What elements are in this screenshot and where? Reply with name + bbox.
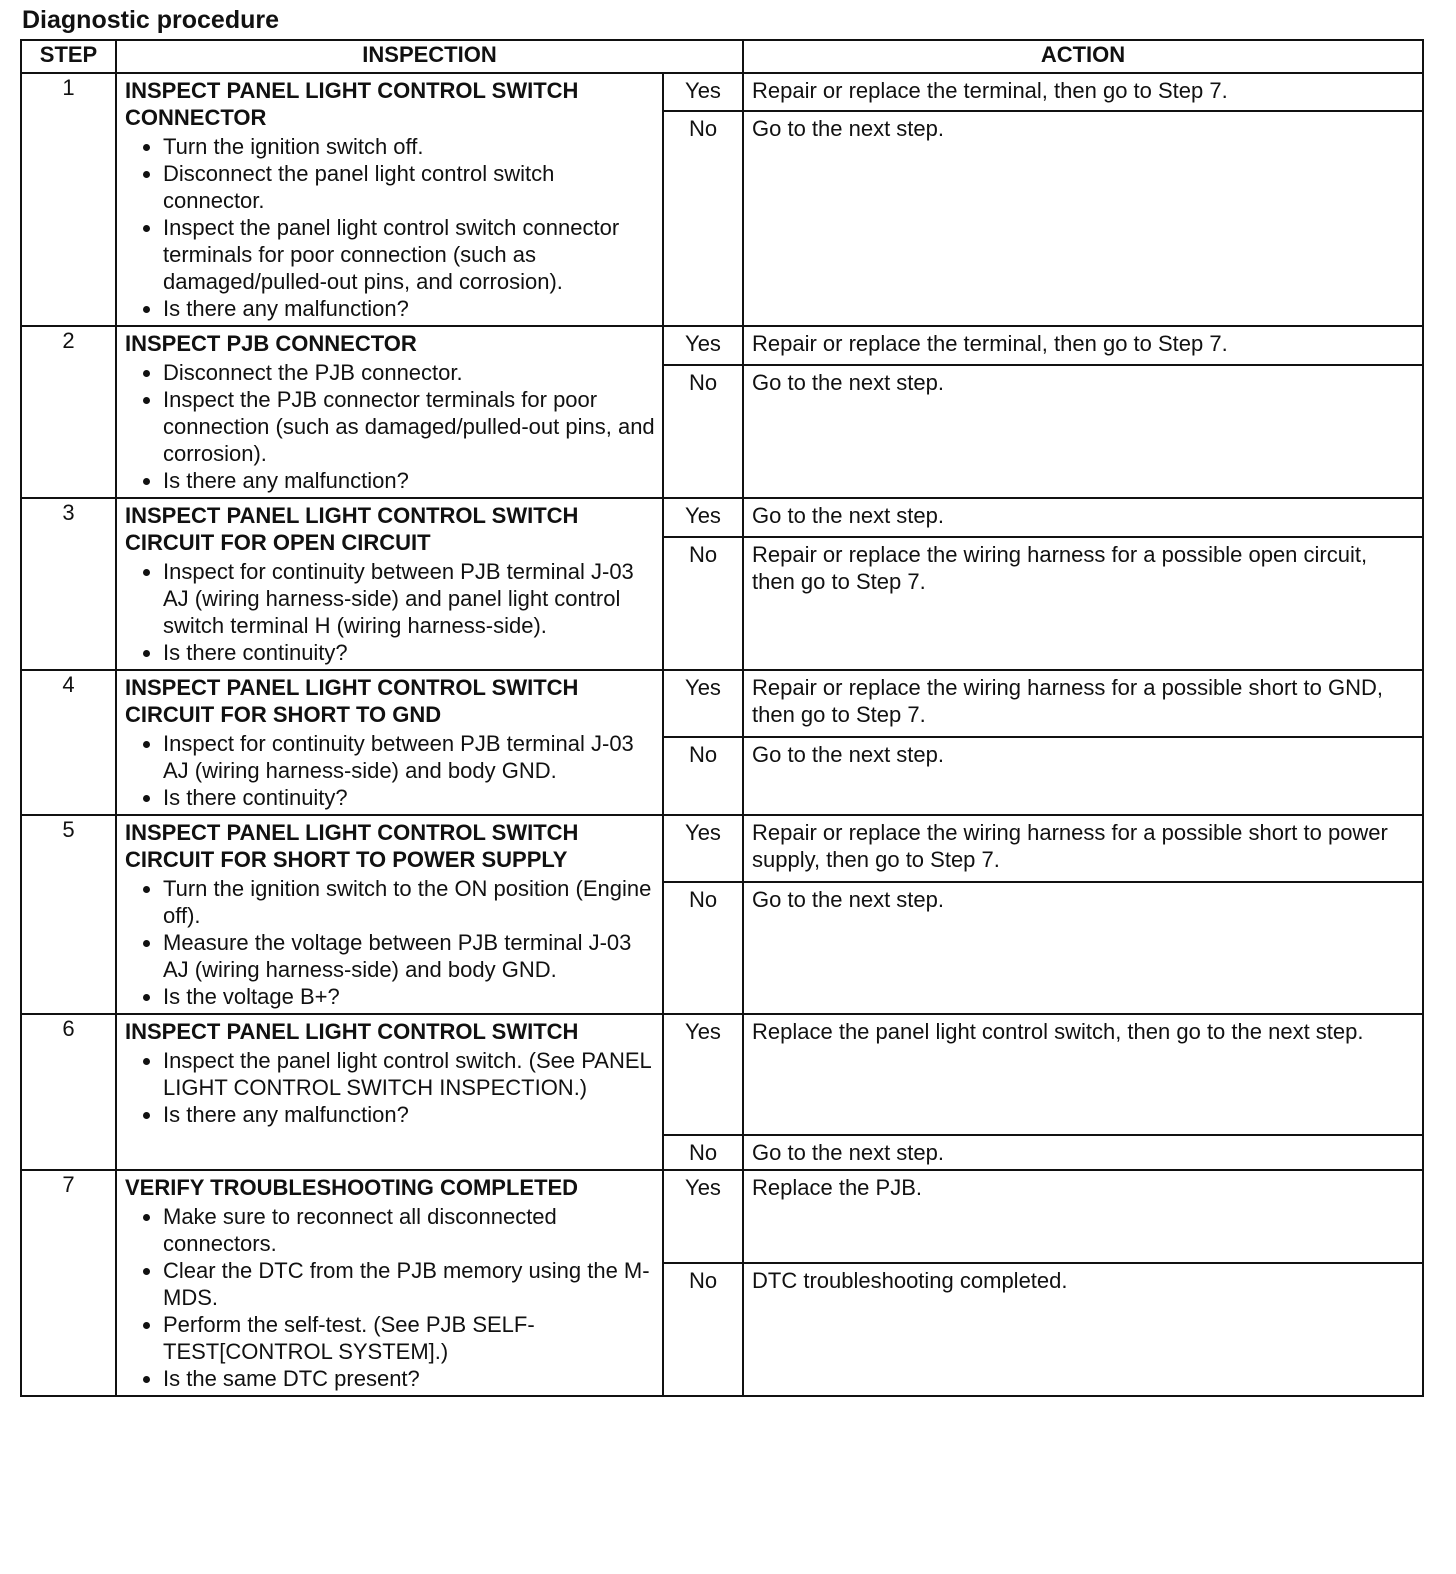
yes-label: Yes: [663, 1014, 743, 1135]
step-heading: INSPECT PANEL LIGHT CONTROL SWITCH CONNECTOR: [125, 78, 579, 130]
inspection-bullet: • Turn the ignition switch off.: [163, 133, 656, 160]
yes-label: Yes: [663, 1170, 743, 1263]
inspection-bullet: • Make sure to reconnect all disconnected connectors.: [163, 1203, 656, 1257]
step-heading: INSPECT PANEL LIGHT CONTROL SWITCH CIRCUIT FOR SHORT TO POWER SUPPLY: [125, 820, 579, 872]
no-label: No: [663, 111, 743, 326]
inspection-bullet: • Inspect for continuity between PJB terminal J-03 AJ (wiring harness-side) and body GND.: [163, 730, 656, 784]
table-row: [21, 670, 1423, 737]
page-title: Diagnostic procedure: [22, 6, 279, 34]
inspection-cell: [116, 326, 663, 498]
inspection-bullet: • Inspect the PJB connector terminals for poor connection (such as damaged/pulled-out pins, and corrosion).: [163, 386, 656, 467]
inspection-bullet: • Inspect the panel light control switch connector terminals for poor connection (such as damaged/pulled-out pins, and corrosion).: [163, 214, 656, 295]
inspection-bullet: • Is the voltage B+?: [163, 983, 656, 1010]
step-number: 5: [21, 815, 116, 1014]
table-row: [21, 1014, 1423, 1135]
table-row: [21, 1170, 1423, 1263]
table-row: [21, 498, 1423, 537]
table-header-row: [21, 40, 1423, 73]
step-heading: INSPECT PANEL LIGHT CONTROL SWITCH: [125, 1019, 579, 1044]
inspection-bullet: • Is there continuity?: [163, 639, 656, 666]
inspection-bullet: • Measure the voltage between PJB terminal J-03 AJ (wiring harness-side) and body GND.: [163, 929, 656, 983]
table-row: [21, 815, 1423, 882]
column-header-action: ACTION: [743, 40, 1423, 73]
step-number: 6: [21, 1014, 116, 1170]
no-label: No: [663, 1263, 743, 1396]
inspection-cell: [116, 498, 663, 670]
inspection-list: [125, 875, 656, 1010]
yes-action: Replace the PJB.: [743, 1170, 1423, 1263]
step-number: 3: [21, 498, 116, 670]
inspection-bullet: • Is there any malfunction?: [163, 467, 656, 494]
step-heading: INSPECT PANEL LIGHT CONTROL SWITCH CIRCUIT FOR OPEN CIRCUIT: [125, 503, 579, 555]
inspection-list: [125, 1203, 656, 1392]
no-action: Repair or replace the wiring harness for a possible open circuit, then go to Step 7.: [743, 537, 1423, 670]
no-action: Go to the next step.: [743, 882, 1423, 1014]
yes-label: Yes: [663, 670, 743, 737]
yes-label: Yes: [663, 815, 743, 882]
inspection-list: [125, 558, 656, 666]
step-number: 1: [21, 73, 116, 326]
inspection-bullet: • Inspect for continuity between PJB terminal J-03 AJ (wiring harness-side) and panel light control switch terminal H (wiring harness-side).: [163, 558, 656, 639]
step-heading: INSPECT PJB CONNECTOR: [125, 331, 417, 356]
step-number: 4: [21, 670, 116, 815]
no-label: No: [663, 882, 743, 1014]
no-action: Go to the next step.: [743, 365, 1423, 498]
yes-action: Repair or replace the wiring harness for a possible short to power supply, then go to Step 7.: [743, 815, 1423, 882]
table-row: [21, 73, 1423, 111]
yes-action: Repair or replace the terminal, then go to Step 7.: [743, 73, 1423, 111]
yes-action: Replace the panel light control switch, then go to the next step.: [743, 1014, 1423, 1135]
no-action: Go to the next step.: [743, 111, 1423, 326]
yes-label: Yes: [663, 498, 743, 537]
no-label: No: [663, 1135, 743, 1170]
no-action: DTC troubleshooting completed.: [743, 1263, 1423, 1396]
inspection-list: [125, 133, 656, 322]
table-body: [21, 73, 1423, 1396]
inspection-cell: [116, 670, 663, 815]
inspection-bullet: • Perform the self-test. (See PJB SELF-TEST[CONTROL SYSTEM].): [163, 1311, 656, 1365]
inspection-bullet: • Disconnect the panel light control switch connector.: [163, 160, 656, 214]
step-number: 7: [21, 1170, 116, 1396]
column-header-inspection: INSPECTION: [116, 40, 743, 73]
inspection-bullet: • Disconnect the PJB connector.: [163, 359, 656, 386]
yes-action: Repair or replace the terminal, then go to Step 7.: [743, 326, 1423, 365]
diagnostic-table: [20, 39, 1424, 1397]
inspection-bullet: • Is the same DTC present?: [163, 1365, 656, 1392]
yes-action: Repair or replace the wiring harness for a possible short to GND, then go to Step 7.: [743, 670, 1423, 737]
column-header-step: STEP: [21, 40, 116, 73]
inspection-cell: [116, 73, 663, 326]
table-row: [21, 326, 1423, 365]
yes-label: Yes: [663, 326, 743, 365]
inspection-bullet: • Turn the ignition switch to the ON position (Engine off).: [163, 875, 656, 929]
no-label: No: [663, 365, 743, 498]
yes-label: Yes: [663, 73, 743, 111]
inspection-bullet: • Inspect the panel light control switch. (See PANEL LIGHT CONTROL SWITCH INSPECTION.): [163, 1047, 656, 1101]
yes-action: Go to the next step.: [743, 498, 1423, 537]
no-label: No: [663, 537, 743, 670]
step-heading: VERIFY TROUBLESHOOTING COMPLETED: [125, 1175, 579, 1200]
inspection-cell: [116, 1014, 663, 1170]
step-heading: INSPECT PANEL LIGHT CONTROL SWITCH CIRCUIT FOR SHORT TO GND: [125, 675, 579, 727]
inspection-bullet: • Is there any malfunction?: [163, 1101, 656, 1128]
no-action: Go to the next step.: [743, 1135, 1423, 1170]
inspection-list: [125, 359, 656, 494]
inspection-cell: [116, 815, 663, 1014]
inspection-list: [125, 1047, 656, 1128]
no-label: No: [663, 737, 743, 815]
inspection-bullet: • Clear the DTC from the PJB memory using the M-MDS.: [163, 1257, 656, 1311]
step-number: 2: [21, 326, 116, 498]
inspection-bullet: • Is there any malfunction?: [163, 295, 656, 322]
inspection-bullet: • Is there continuity?: [163, 784, 656, 811]
inspection-list: [125, 730, 656, 811]
inspection-cell: [116, 1170, 663, 1396]
no-action: Go to the next step.: [743, 737, 1423, 815]
